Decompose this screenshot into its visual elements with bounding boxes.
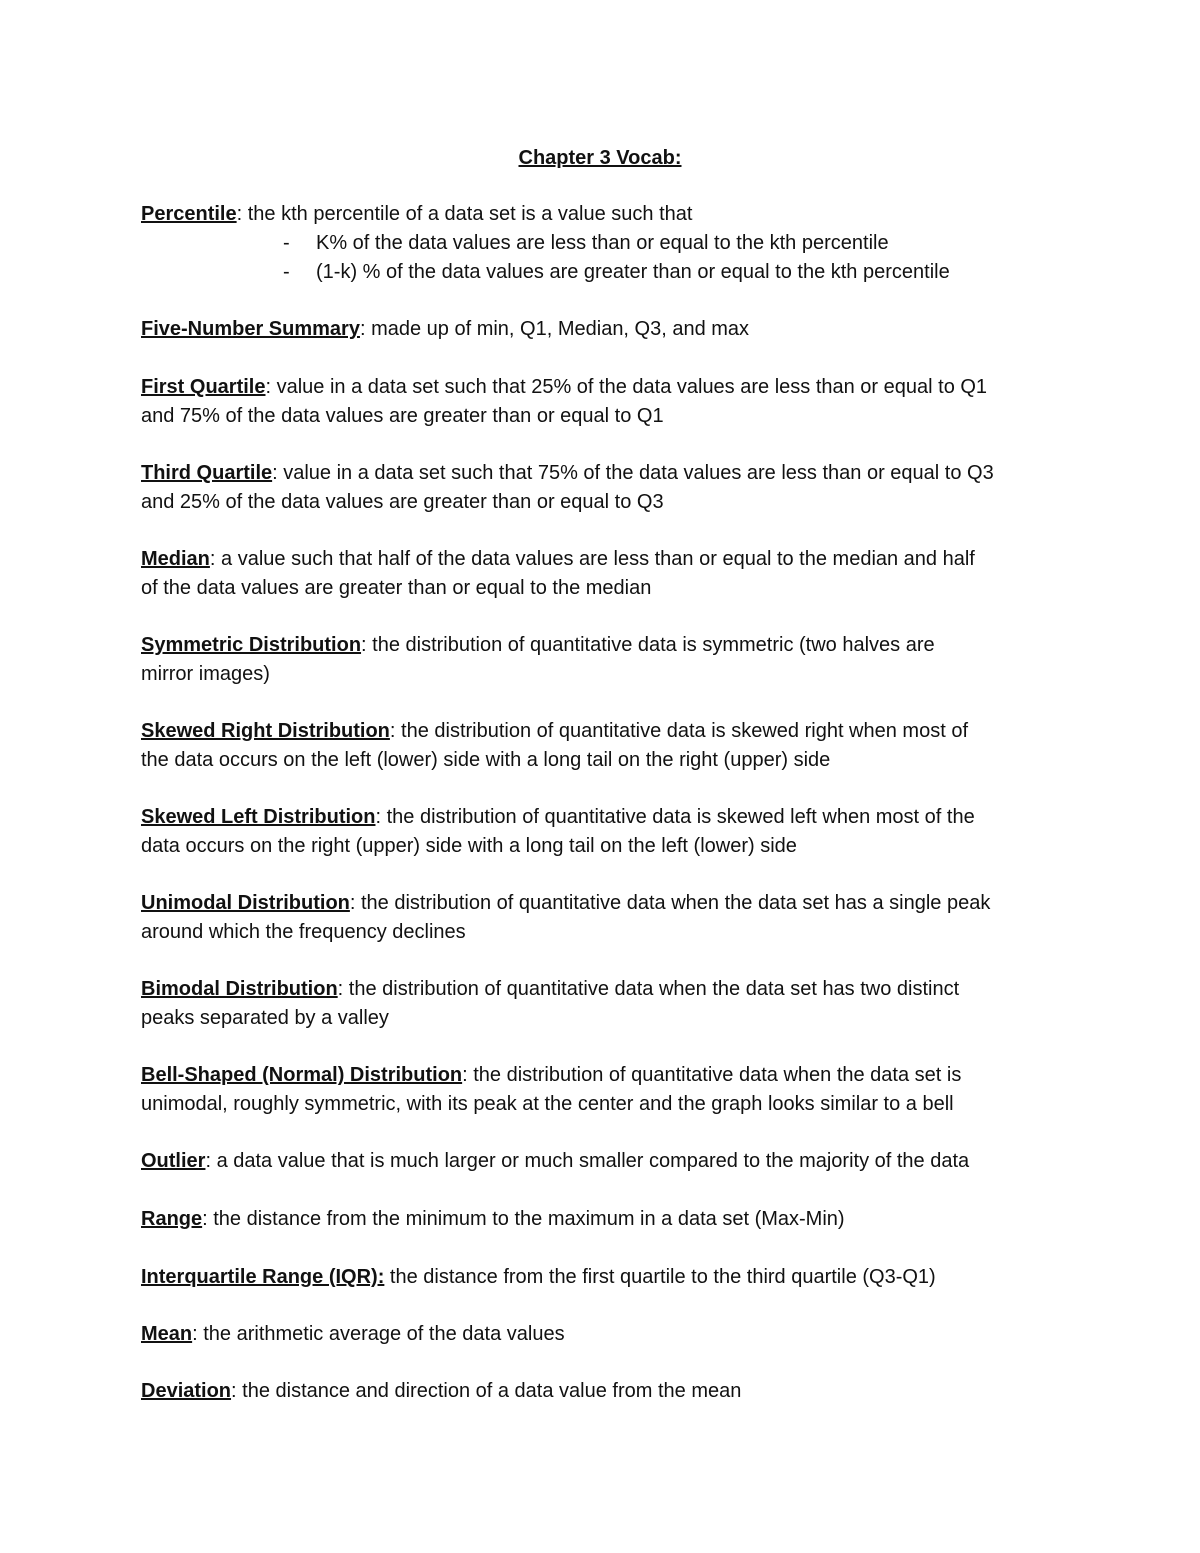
term-unimodal-distribution: Unimodal Distribution (141, 892, 350, 914)
entry-symmetric-distribution: Symmetric Distribution: the distribution of quantitative data is symmetric (two halves are (141, 634, 935, 656)
entry-third-quartile-line2: and 25% of the data values are greater than or equal to Q3 (141, 491, 664, 513)
entry-interquartile-range: Interquartile Range (IQR): the distance from the first quartile to the third quartile (Q3-Q1) (141, 1266, 936, 1288)
entry-third-quartile: Third Quartile: value in a data set such that 75% of the data values are less than or equal to Q3 (141, 462, 994, 484)
entry-bell-shaped-distribution-line2: unimodal, roughly symmetric, with its peak at the center and the graph looks similar to a bell (141, 1093, 954, 1115)
term-outlier: Outlier (141, 1150, 206, 1172)
entry-skewed-left-distribution: Skewed Left Distribution: the distribution of quantitative data is skewed left when most of the (141, 806, 975, 828)
entry-symmetric-distribution-line2: mirror images) (141, 663, 270, 685)
entry-five-number-summary: Five-Number Summary: made up of min, Q1, Median, Q3, and max (141, 318, 750, 340)
entry-median: Median: a value such that half of the data values are less than or equal to the median and half (141, 548, 975, 570)
term-first-quartile: First Quartile (141, 376, 266, 398)
term-percentile: Percentile (141, 203, 237, 225)
term-deviation: Deviation (141, 1380, 232, 1402)
term-range: Range (141, 1208, 203, 1230)
entry-percentile (141, 200, 1061, 229)
definition-percentile: : the kth percentile of a data set is a value such that (236, 203, 693, 225)
entry-first-quartile-line2: and 75% of the data values are greater than or equal to Q1 (141, 405, 664, 427)
page-title: Chapter 3 Vocab: (518, 147, 682, 169)
term-interquartile-range: Interquartile Range (IQR): (141, 1266, 385, 1288)
term-mean: Mean (141, 1323, 193, 1345)
entry-skewed-left-distribution-line2: data occurs on the right (upper) side with a long tail on the left (lower) side (141, 835, 797, 857)
term-skewed-right-distribution: Skewed Right Distribution (141, 720, 390, 742)
entry-first-quartile: First Quartile: value in a data set such that 25% of the data values are less than or equal to Q1 (141, 376, 988, 398)
term-bimodal-distribution: Bimodal Distribution (141, 978, 338, 1000)
entry-mean: Mean: the arithmetic average of the data values (141, 1323, 565, 1345)
entry-unimodal-distribution-line2: around which the frequency declines (141, 921, 466, 943)
percentile-bullet-1: - K% of the data values are less than or equal to the kth percentile (283, 229, 889, 258)
entry-skewed-right-distribution: Skewed Right Distribution: the distribution of quantitative data is skewed right when most of (141, 720, 969, 742)
bullet-dash: - (283, 232, 290, 254)
entry-outlier: Outlier: a data value that is much larger or much smaller compared to the majority of the data (141, 1150, 970, 1172)
entry-deviation: Deviation: the distance and direction of a data value from the mean (141, 1380, 742, 1402)
entry-range: Range: the distance from the minimum to the maximum in a data set (Max-Min) (141, 1208, 845, 1230)
term-skewed-left-distribution: Skewed Left Distribution (141, 806, 376, 828)
term-symmetric-distribution: Symmetric Distribution (141, 634, 362, 656)
percentile-bullet-2: - (1-k) % of the data values are greater than or equal to the kth percentile (283, 258, 950, 287)
entry-unimodal-distribution: Unimodal Distribution: the distribution of quantitative data when the data set has a single peak (141, 892, 991, 914)
term-five-number-summary: Five-Number Summary (141, 318, 360, 340)
entry-bell-shaped-distribution: Bell-Shaped (Normal) Distribution: the distribution of quantitative data when the data set is (141, 1064, 962, 1086)
term-third-quartile: Third Quartile (141, 462, 273, 484)
term-median: Median (141, 548, 210, 570)
entry-skewed-right-distribution-line2: the data occurs on the left (lower) side with a long tail on the right (upper) side (141, 749, 831, 771)
entry-median-line2: of the data values are greater than or equal to the median (141, 577, 652, 599)
entry-bimodal-distribution: Bimodal Distribution: the distribution of quantitative data when the data set has two distinct (141, 978, 960, 1000)
bullet-dash: - (283, 261, 290, 283)
entry-bimodal-distribution-line2: peaks separated by a valley (141, 1007, 389, 1029)
term-bell-shaped-distribution: Bell-Shaped (Normal) Distribution (141, 1064, 463, 1086)
